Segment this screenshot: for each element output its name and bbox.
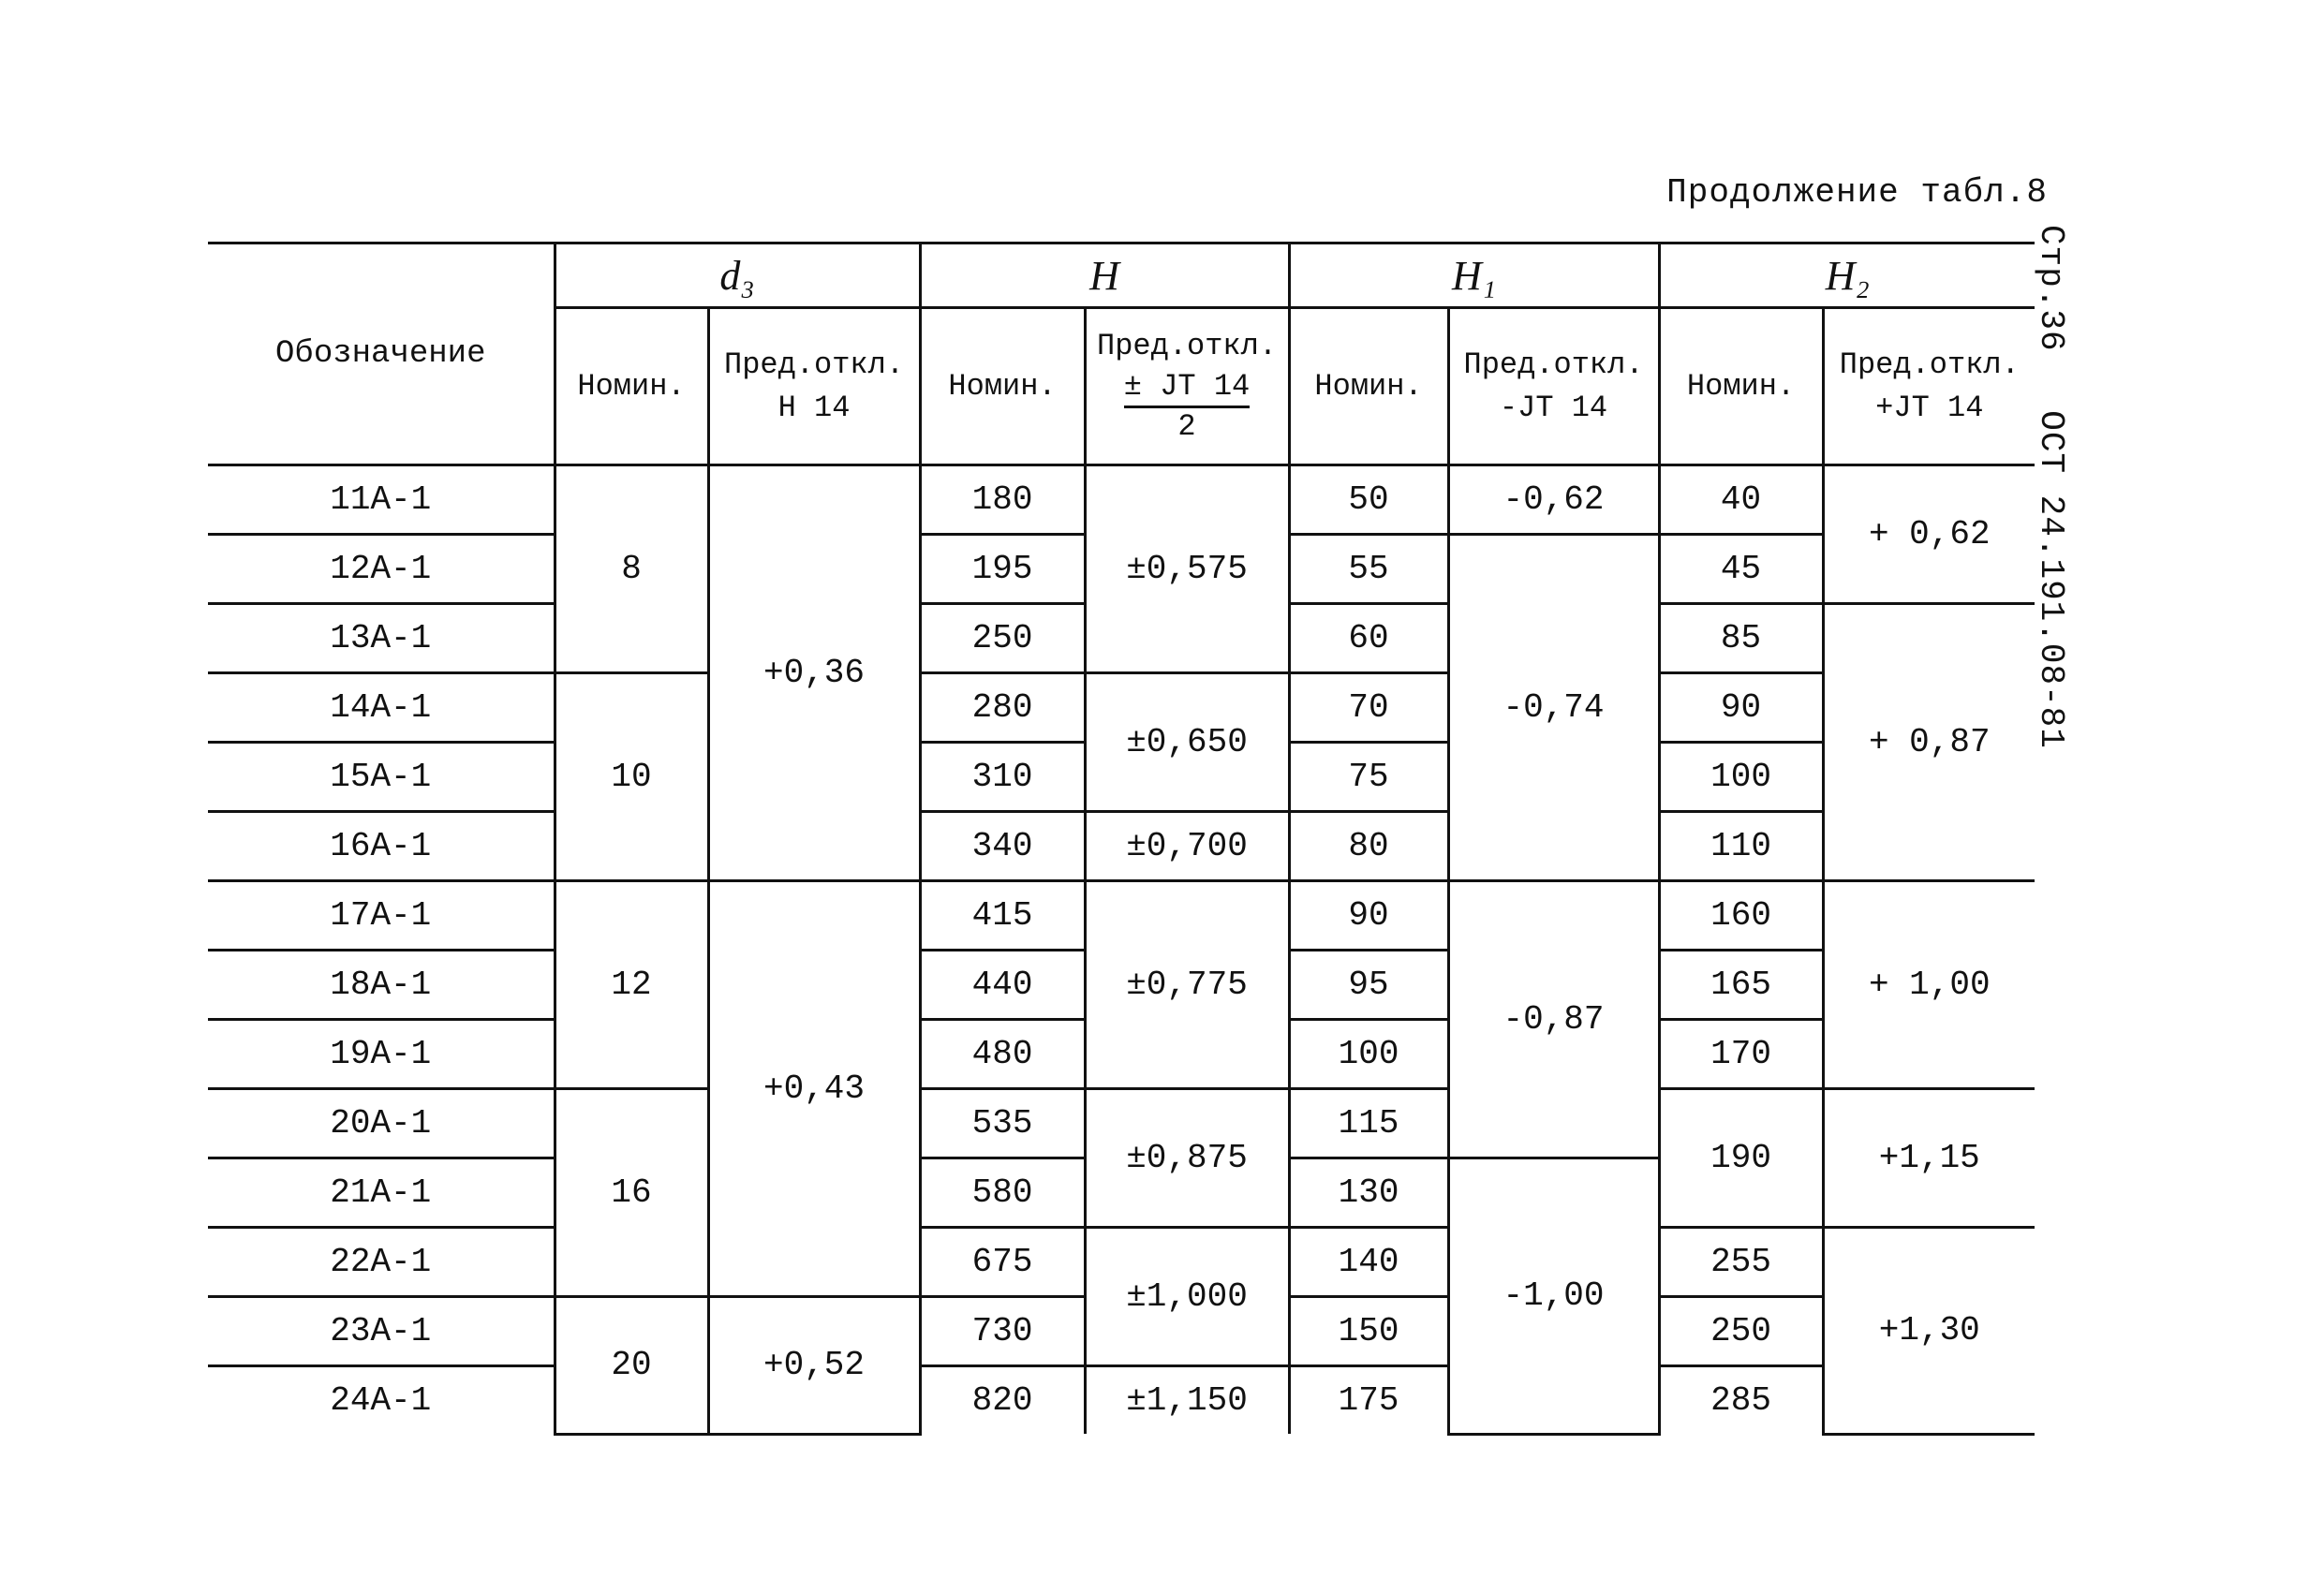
h-nominal-cell: 440	[920, 951, 1085, 1020]
designation-cell: 15А-1	[208, 743, 555, 812]
group-header-h: H	[920, 243, 1289, 308]
page-side-label	[2032, 225, 2070, 787]
h2-nominal-cell: 110	[1659, 812, 1823, 881]
designation-cell: 21А-1	[208, 1158, 555, 1228]
h-deviation-denominator: 2	[1177, 408, 1196, 444]
h-deviation-cell: ±0,650	[1085, 673, 1289, 812]
h2-nominal-cell: 160	[1659, 881, 1823, 951]
h-nominal-header: Номин.	[920, 308, 1085, 465]
h1-nominal-cell: 60	[1289, 604, 1448, 673]
designation-cell: 17А-1	[208, 881, 555, 951]
h1-nominal-cell: 140	[1289, 1228, 1448, 1297]
h2-deviation-cell: +1,30	[1823, 1228, 2035, 1435]
h-deviation-label: Пред.откл.	[1097, 328, 1278, 363]
table-row	[208, 465, 2035, 535]
h1-nominal-cell: 175	[1289, 1366, 1448, 1435]
h1-nominal-cell: 100	[1289, 1020, 1448, 1089]
h-deviation-numerator: ± JT 14	[1124, 368, 1250, 408]
h-nominal-cell: 415	[920, 881, 1085, 951]
h-deviation-header	[1085, 308, 1289, 465]
h-deviation-fraction	[1124, 368, 1250, 446]
dimensions-table	[208, 242, 2035, 1436]
designation-cell: 18А-1	[208, 951, 555, 1020]
h-deviation-cell: ±0,775	[1085, 881, 1289, 1089]
h-nominal-cell: 340	[920, 812, 1085, 881]
designation-cell: 24А-1	[208, 1366, 555, 1435]
h1-nominal-header: Номин.	[1289, 308, 1448, 465]
h-nominal-cell: 195	[920, 535, 1085, 604]
designation-cell: 12А-1	[208, 535, 555, 604]
page-number: Стр.36	[2032, 225, 2070, 352]
h2-deviation-cell: + 0,62	[1823, 465, 2035, 604]
h2-nominal-cell: 285	[1659, 1366, 1823, 1435]
h2-nominal-cell: 190	[1659, 1089, 1823, 1228]
d3-deviation-cell: +0,36	[708, 465, 920, 881]
h-deviation-cell: ±1,000	[1085, 1228, 1289, 1366]
h-deviation-cell: ±1,150	[1085, 1366, 1289, 1435]
h1-nominal-cell: 80	[1289, 812, 1448, 881]
h2-nominal-cell: 40	[1659, 465, 1823, 535]
h1-deviation-cell: -0,87	[1448, 881, 1659, 1158]
h-nominal-cell: 480	[920, 1020, 1085, 1089]
designation-cell: 23А-1	[208, 1297, 555, 1366]
h1-nominal-cell: 130	[1289, 1158, 1448, 1228]
h1-nominal-cell: 70	[1289, 673, 1448, 743]
table-row	[208, 812, 2035, 881]
group-header-h2: H₂	[1659, 243, 2035, 308]
table-caption: Продолжение табл.8	[1666, 173, 2048, 212]
d3-nominal-cell: 8	[555, 465, 708, 673]
d3-nominal-cell: 12	[555, 881, 708, 1089]
h2-nominal-cell: 100	[1659, 743, 1823, 812]
h1-nominal-cell: 90	[1289, 881, 1448, 951]
designation-cell: 19А-1	[208, 1020, 555, 1089]
d3-nominal-cell: 10	[555, 673, 708, 881]
d3-nominal-cell: 16	[555, 1089, 708, 1297]
table-row	[208, 673, 2035, 743]
h-deviation-cell: ±0,700	[1085, 812, 1289, 881]
h2-deviation-cell: +1,15	[1823, 1089, 2035, 1228]
h-nominal-cell: 675	[920, 1228, 1085, 1297]
h2-nominal-cell: 170	[1659, 1020, 1823, 1089]
h2-deviation-cell: + 0,87	[1823, 604, 2035, 881]
h2-nominal-cell: 90	[1659, 673, 1823, 743]
h2-deviation-cell: + 1,00	[1823, 881, 2035, 1089]
group-header-d3: d₃	[555, 243, 920, 308]
h2-nominal-cell: 45	[1659, 535, 1823, 604]
designation-cell: 16А-1	[208, 812, 555, 881]
h2-nominal-cell: 85	[1659, 604, 1823, 673]
h-deviation-cell: ±0,875	[1085, 1089, 1289, 1228]
designation-header: Обозначение	[208, 243, 555, 465]
designation-cell: 22А-1	[208, 1228, 555, 1297]
h-nominal-cell: 310	[920, 743, 1085, 812]
h-nominal-cell: 730	[920, 1297, 1085, 1366]
h1-deviation-cell: -0,62	[1448, 465, 1659, 535]
h-nominal-cell: 535	[920, 1089, 1085, 1158]
standard-number: ОСТ 24.191.08-81	[2032, 410, 2070, 749]
group-header-h1: H₁	[1289, 243, 1659, 308]
table-row	[208, 1228, 2035, 1297]
table-row	[208, 1366, 2035, 1435]
h2-nominal-cell: 165	[1659, 951, 1823, 1020]
d3-deviation-cell: +0,43	[708, 881, 920, 1297]
h-nominal-cell: 280	[920, 673, 1085, 743]
h-nominal-cell: 820	[920, 1366, 1085, 1435]
h2-nominal-cell: 250	[1659, 1297, 1823, 1366]
designation-cell: 14А-1	[208, 673, 555, 743]
h1-nominal-cell: 95	[1289, 951, 1448, 1020]
h1-nominal-cell: 50	[1289, 465, 1448, 535]
d3-deviation-cell: +0,52	[708, 1297, 920, 1435]
table-row	[208, 881, 2035, 951]
h-nominal-cell: 180	[920, 465, 1085, 535]
d3-deviation-header: Пред.откл. Н 14	[708, 308, 920, 465]
h1-deviation-header: Пред.откл. -JT 14	[1448, 308, 1659, 465]
h1-deviation-cell: -0,74	[1448, 535, 1659, 881]
h1-nominal-cell: 55	[1289, 535, 1448, 604]
h2-nominal-cell: 255	[1659, 1228, 1823, 1297]
h1-deviation-cell: -1,00	[1448, 1158, 1659, 1435]
d3-nominal-cell: 20	[555, 1297, 708, 1435]
h-nominal-cell: 580	[920, 1158, 1085, 1228]
h1-nominal-cell: 150	[1289, 1297, 1448, 1366]
h1-nominal-cell: 115	[1289, 1089, 1448, 1158]
h1-nominal-cell: 75	[1289, 743, 1448, 812]
h2-nominal-header: Номин.	[1659, 308, 1823, 465]
h-nominal-cell: 250	[920, 604, 1085, 673]
designation-cell: 20А-1	[208, 1089, 555, 1158]
h-deviation-cell: ±0,575	[1085, 465, 1289, 673]
table-row	[208, 1089, 2035, 1158]
d3-nominal-header: Номин.	[555, 308, 708, 465]
designation-cell: 11А-1	[208, 465, 555, 535]
designation-cell: 13А-1	[208, 604, 555, 673]
h2-deviation-header: Пред.откл. +JT 14	[1823, 308, 2035, 465]
